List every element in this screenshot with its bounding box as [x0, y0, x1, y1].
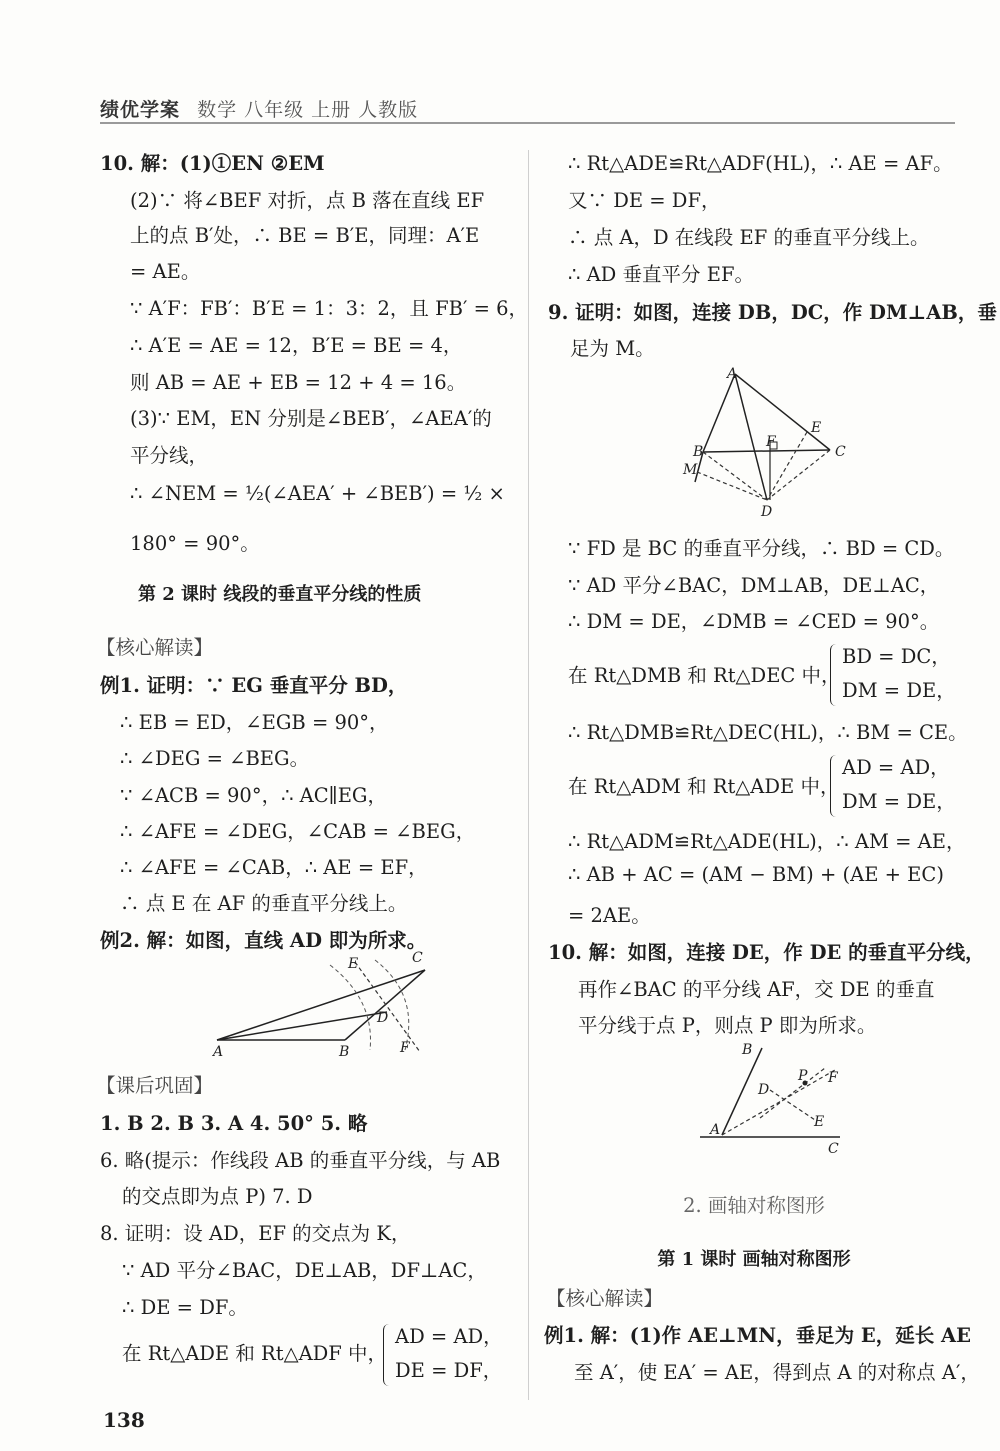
text-line: ∵ A′F：FB′：B′E = 1：3：2，且 FB′ = 6，: [130, 297, 529, 320]
point-label: F: [400, 1040, 410, 1056]
section-heading: 2. 画轴对称图形: [683, 1194, 825, 1217]
text-line: ∵ AD 平分∠BAC，DE⊥AB，DF⊥AC，: [122, 1259, 487, 1282]
line-cd: [767, 450, 830, 500]
point-label: A: [727, 366, 738, 382]
point-label: B: [742, 1042, 753, 1058]
text-line: 9. 证明：如图，连接 DB，DC，作 DM⊥AB，垂: [548, 301, 997, 324]
point-label: C: [412, 950, 423, 966]
system-line: AD = AD，: [842, 756, 950, 779]
text-line: ∴ ∠AFE = ∠DEG，∠CAB = ∠BEG，: [120, 820, 476, 843]
lesson-title: 第 1 课时 画轴对称图形: [657, 1249, 851, 1270]
point-label: A: [710, 1122, 721, 1138]
line-ac: [735, 374, 830, 450]
text-line: 例2. 解：如图，直线 AD 即为所求。: [100, 929, 427, 952]
text-line: 1. B 2. B 3. A 4. 50° 5. 略: [100, 1112, 368, 1135]
point-label: M: [683, 462, 698, 478]
section-label: 【课后巩固】: [96, 1074, 214, 1097]
text-line: (3)∵ EM，EN 分别是∠BEB′，∠AEA′的: [130, 407, 492, 430]
point-label: F: [766, 434, 776, 450]
system-line: DM = DE，: [842, 790, 956, 813]
text-line: ∴ Rt△DMB≌Rt△DEC(HL)，∴ BM = CE。: [568, 721, 968, 744]
text-line: ∴ ∠DEG = ∠BEG。: [120, 747, 310, 770]
text-line: 又∵ DE = DF，: [568, 189, 721, 212]
text-line: ∵ FD 是 BC 的垂直平分线，∴ BD = CD。: [568, 537, 955, 560]
text-line: 8. 证明：设 AD，EF 的交点为 K，: [100, 1222, 411, 1245]
text-line: (2)∵ 将∠BEF 对折，点 B 落在直线 EF: [130, 189, 485, 212]
brace-symbol: [830, 755, 839, 817]
point-label: F: [828, 1070, 838, 1086]
book-subtitle: 数学 八年级 上册 人教版: [197, 99, 419, 121]
text-line: 的交点即为点 P) 7. D: [122, 1185, 313, 1208]
text-line: 在 Rt△ADE 和 Rt△ADF 中，: [122, 1342, 388, 1365]
brace-symbol: [830, 644, 839, 706]
system-line: AD = AD，: [395, 1325, 503, 1348]
text-line: 足为 M。: [570, 337, 655, 360]
system-line: DE = DF，: [395, 1359, 503, 1382]
system-line: BD = DC，: [842, 645, 951, 668]
lesson-title: 第 2 课时 线段的垂直平分线的性质: [138, 584, 422, 605]
equation-system: [830, 640, 956, 708]
equation-system: [383, 1320, 503, 1388]
point-label: A: [213, 1044, 224, 1060]
text-line: 在 Rt△DMB 和 Rt△DEC 中，: [568, 664, 841, 687]
text-line: ∵ AD 平分∠BAC，DM⊥AB，DE⊥AC，: [568, 574, 940, 597]
text-line: ∴ DE = DF。: [122, 1296, 248, 1319]
text-line: ∴ Rt△ADE≌Rt△ADF(HL)，∴ AE = AF。: [568, 152, 953, 175]
point-label: D: [377, 1010, 389, 1026]
point-label: D: [758, 1082, 770, 1098]
text-line: 平分线于点 P，则点 P 即为所求。: [578, 1014, 877, 1037]
text-line: 10. 解：(1)①EN ②EM: [100, 152, 325, 175]
text-line: ∴ Rt△ADM≌Rt△ADE(HL)，∴ AM = AE，: [568, 830, 966, 853]
text-line: 再作∠BAC 的平分线 AF，交 DE 的垂直: [578, 978, 935, 1001]
point-label: P: [798, 1068, 808, 1084]
line-md: [697, 472, 767, 500]
construction-arc: [330, 965, 371, 1050]
column-divider: [528, 150, 529, 1400]
text-line: 则 AB = AE + EB = 12 + 4 = 16。: [130, 371, 467, 394]
text-line: ∵ ∠ACB = 90°，∴ AC∥EG，: [120, 784, 388, 807]
point-label: E: [348, 956, 359, 972]
text-line: ∴ ∠AFE = ∠CAB，∴ AE = EF，: [120, 856, 428, 879]
point-label: C: [835, 444, 846, 460]
equation-system: [830, 751, 956, 819]
brace-symbol: [383, 1324, 392, 1386]
text-line: 例1. 解：(1)作 AE⊥MN，垂足为 E，延长 AE: [544, 1324, 972, 1347]
line-bc: [703, 450, 830, 452]
point-label: B: [339, 1044, 350, 1060]
point-label: B: [693, 444, 704, 460]
text-line: ∴ DM = DE，∠DMB = ∠CED = 90°。: [568, 610, 940, 633]
section-label: 【核心解读】: [96, 636, 214, 659]
text-line: ∴ 点 E 在 AF 的垂直平分线上。: [120, 892, 408, 915]
ray-ab: [722, 1048, 762, 1135]
text-line: 上的点 B′处，∴ BE = B′E，同理：A′E: [130, 224, 480, 247]
text-line: ∴ A′E = AE = 12，B′E = BE = 4，: [130, 334, 463, 357]
figure-question-10: [700, 1040, 890, 1165]
line-ad: [735, 374, 767, 500]
perpendicular-bisector-de: [760, 1068, 825, 1118]
header-divider: [100, 122, 955, 124]
system-line: DM = DE，: [842, 679, 956, 702]
construction-arc: [375, 960, 409, 1050]
page-header: [100, 95, 418, 122]
formula-line: ∴ ∠NEM = ½(∠AEA′ + ∠BEB′) = ½ ×: [130, 482, 505, 505]
section-label: 【核心解读】: [546, 1287, 664, 1310]
text-line: ∴ EB = ED，∠EGB = 90°，: [120, 711, 389, 734]
text-line: = AE。: [130, 260, 201, 283]
point-label: C: [828, 1141, 839, 1157]
text-line: ∴ AB + AC = (AM − BM) + (AE + EC): [568, 863, 944, 886]
text-line: = 2AE。: [568, 904, 651, 927]
text-line: 至 A′，使 EA′ = AE，得到点 A 的对称点 A′，: [574, 1361, 980, 1384]
text-line: 在 Rt△ADM 和 Rt△ADE 中，: [568, 775, 840, 798]
text-line: 6. 略(提示：作线段 AB 的垂直平分线，与 AB: [100, 1149, 501, 1172]
brand-name: 绩优学案: [100, 99, 181, 121]
page-number: 138: [103, 1408, 145, 1432]
text-line: 10. 解：如图，连接 DE，作 DE 的垂直平分线，: [548, 941, 985, 964]
figure-example-2: [205, 940, 445, 1070]
text-line: ∴ AD 垂直平分 EF。: [568, 263, 754, 286]
text-line: 例1. 证明：∵ EG 垂直平分 BD，: [100, 674, 408, 697]
figure-question-9: [675, 362, 865, 522]
point-label: E: [811, 420, 822, 436]
line-ac: [217, 970, 425, 1040]
line-ab: [703, 374, 735, 452]
text-line: ∴ 点 A，D 在线段 EF 的垂直平分线上。: [568, 226, 930, 249]
point-label: D: [761, 504, 773, 520]
text-line: 180° = 90°。: [130, 532, 260, 555]
text-line: 平分线，: [130, 444, 209, 467]
line-bc: [345, 970, 425, 1040]
point-label: E: [814, 1114, 825, 1130]
